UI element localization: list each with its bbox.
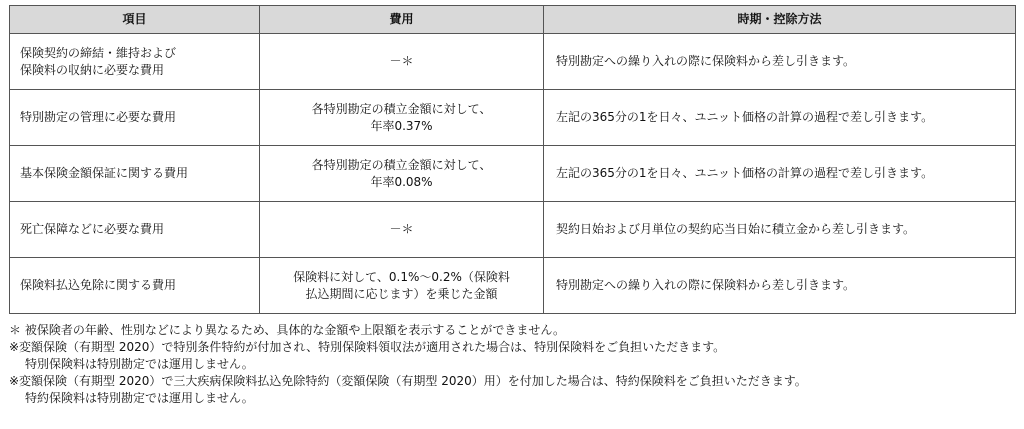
cost-cell [260,202,544,258]
cost-text: 年率0.08% [370,174,433,189]
fee-table [9,5,1016,314]
item-cell [10,202,260,258]
timing-text: 左記の365分の1を日々、ユニット価格の計算の過程で差し引きます。 [556,110,934,124]
header-item: 項目 [10,6,260,34]
item-cell [10,258,260,314]
cost-cell [260,146,544,202]
footnote-line: 特約保険料は特別勘定では運用しません。 [25,391,254,405]
cost-text: －＊ [389,222,414,236]
item-text: 保険契約の締結・維持および [20,45,177,60]
timing-text: 左記の365分の1を日々、ユニット価格の計算の過程で差し引きます。 [556,166,934,180]
timing-cell [544,202,1016,258]
footnotes [9,322,1015,407]
cost-text: 払込期間に応じます）を乗じた金額 [305,286,498,301]
cost-cell [260,34,544,90]
footnote-line: ※変額保険（有期型 2020）で特別条件特約が付加され、特別保険料領収法が適用された場合は、特別保険料をご負担いただきます。 [9,340,726,354]
header-timing: 時期・控除方法 [544,6,1016,34]
cost-text: 保険料に対して、0.1%～0.2%（保険料 [293,269,510,284]
table-row [10,34,1016,90]
timing-cell [544,146,1016,202]
table-row [10,146,1016,202]
footnote-line: 特別保険料は特別勘定では運用しません。 [25,357,254,371]
item-text: 死亡保障などに必要な費用 [20,222,165,236]
cost-text: 各特別勘定の積立金額に対して、 [311,157,492,172]
timing-text: 特別勘定への繰り入れの際に保険料から差し引きます。 [556,54,856,68]
timing-cell [544,258,1016,314]
cost-cell [260,90,544,146]
cost-text: 各特別勘定の積立金額に対して、 [311,101,492,116]
table-body [10,34,1016,314]
header-cost: 費用 [260,6,544,34]
footnote-line: ※変額保険（有期型 2020）で三大疾病保険料払込免除特約（変額保険（有期型 2020）用）を付加した場合は、特約保険料をご負担いただきます。 [9,374,807,388]
table-header-row [10,6,1016,34]
timing-text: 契約日始および月単位の契約応当日始に積立金から差し引きます。 [556,222,916,236]
table-row [10,202,1016,258]
timing-cell [544,34,1016,90]
footnote-line: ＊ 被保険者の年齢、性別などにより異なるため、具体的な金額や上限額を表示することができません。 [9,323,566,337]
table-row [10,258,1016,314]
cost-text: 年率0.37% [370,118,433,133]
item-cell [10,90,260,146]
timing-cell [544,90,1016,146]
table-row [10,90,1016,146]
item-text: 保険料払込免除に関する費用 [20,278,177,292]
item-cell [10,34,260,90]
item-text: 基本保険金額保証に関する費用 [20,166,189,180]
cost-text: －＊ [389,54,414,68]
timing-text: 特別勘定への繰り入れの際に保険料から差し引きます。 [556,278,856,292]
cost-cell [260,258,544,314]
item-cell [10,146,260,202]
item-text: 特別勘定の管理に必要な費用 [20,110,177,124]
item-text: 保険料の収納に必要な費用 [20,62,165,77]
